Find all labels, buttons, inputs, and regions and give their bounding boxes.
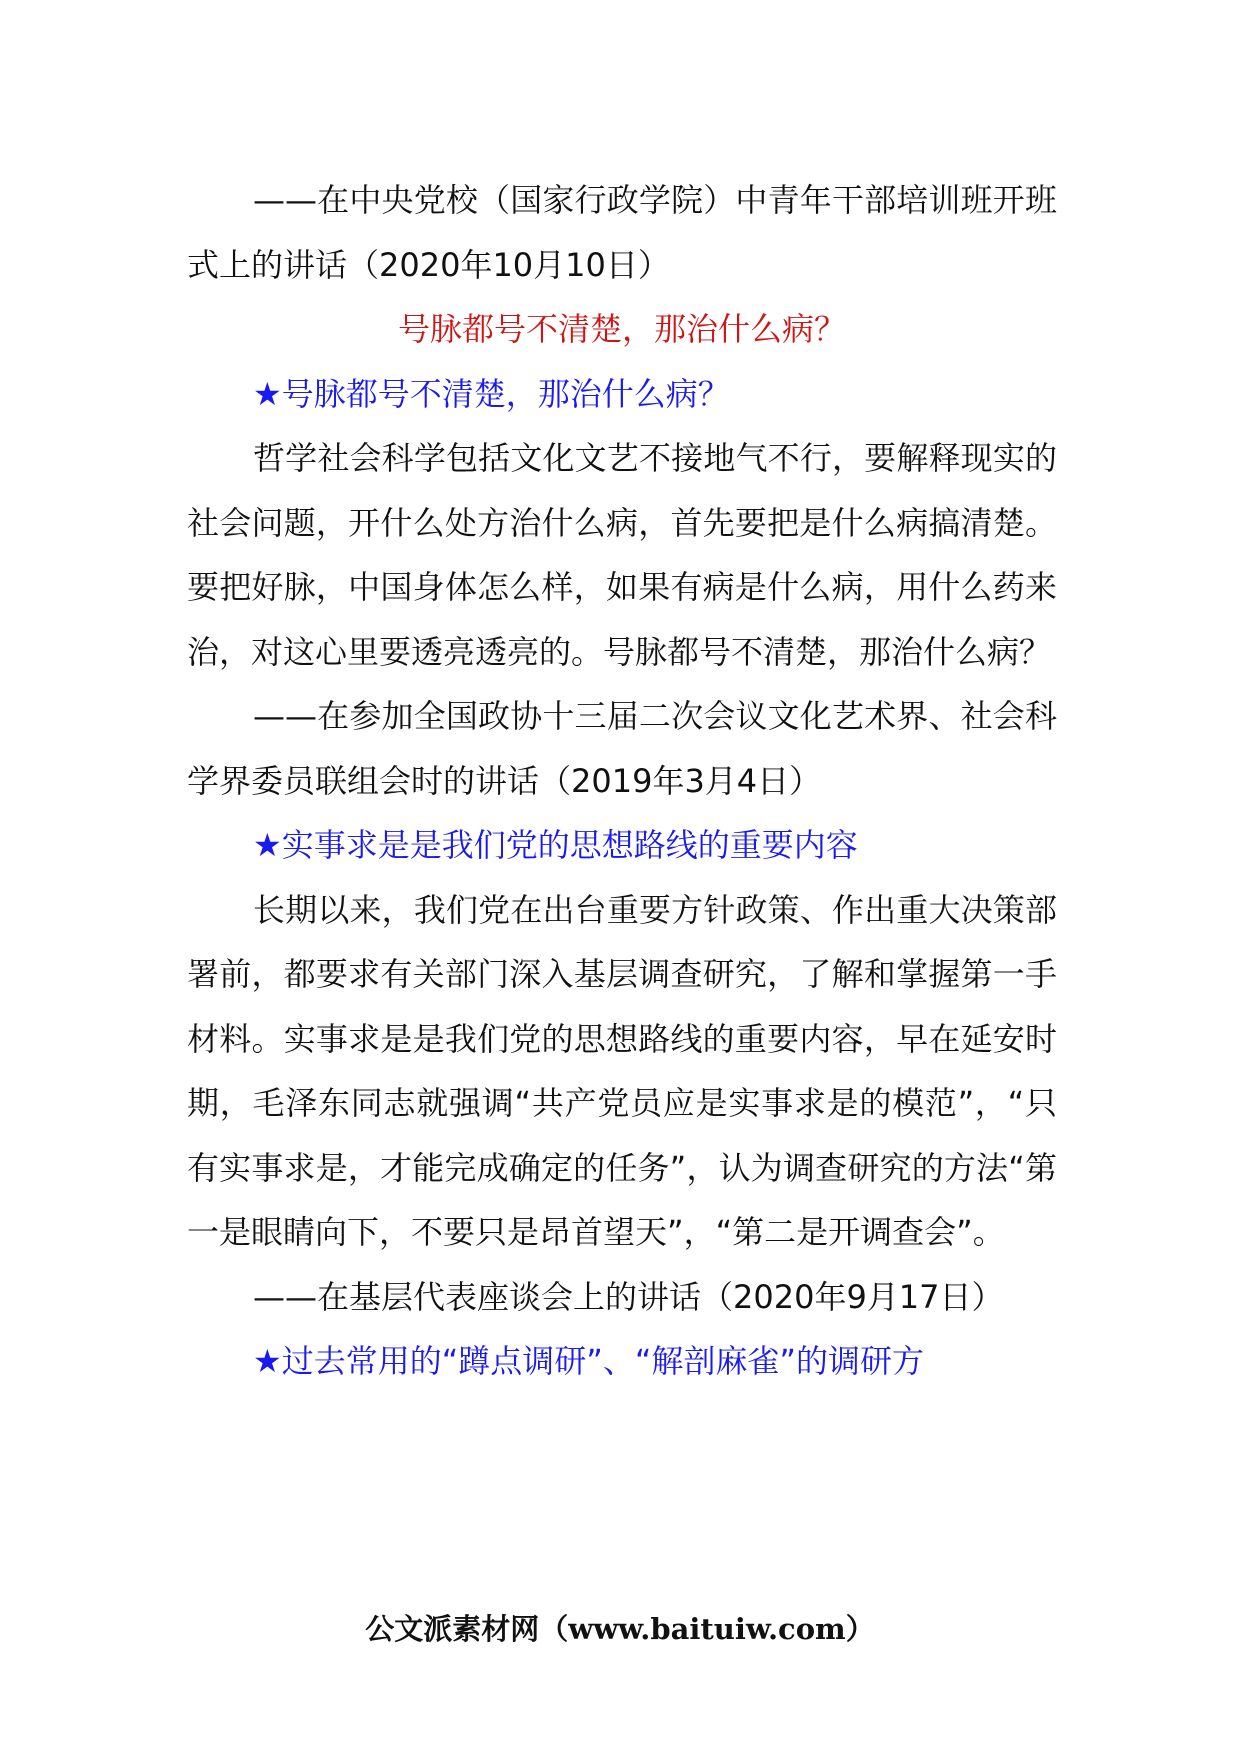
star-heading-3: ★过去常用的“蹲点调研”、“解剖麻雀”的调研方 <box>253 1342 925 1380</box>
speech-source-1: ——在中央党校（国家行政学院）中青年干部培训班开班式上的讲话（2020年10月10日） <box>187 181 1057 284</box>
star-heading-2: ★实事求是是我们党的思想路线的重要内容 <box>253 826 858 864</box>
star-heading-1: ★号脉都号不清楚，那治什么病？ <box>253 374 730 413</box>
section-title: 号脉都号不清楚，那治什么病？ <box>397 310 846 348</box>
body-paragraph-2: 长期以来，我们党在出台重要方针政策、作出重大决策部署前，都要求有关部门深入基层调查研究，了解和掌握第一手材料。实事求是是我们党的思想路线的重要内容，早在延安时期，毛泽东同志就强调“共产党员应是实事求是的模范”，“只有实事求是，才能完成确定的任务”，认为调查研究的方法“第一是眼睛向下，不要只是昂首望天”，“第二是开调查会”。 <box>187 890 1057 1251</box>
body-paragraph-1: 哲学社会科学包括文化文艺不接地气不行，要解释现实的社会问题，开什么处方治什么病，首先要把是什么病搞清楚。要把好脉，中国身体怎么样，如果有病是什么病，用什么药来治，对这心里要透亮透亮的。号脉都号不清楚，那治什么病？ <box>187 439 1057 671</box>
speech-source-2: ——在参加全国政协十三届二次会议文化艺术界、社会科学界委员联组会时的讲话（2019年3月4日） <box>187 697 1057 800</box>
footer-watermark: 公文派素材网（www.baituiw.com） <box>365 1612 875 1646</box>
speech-source-3: ——在基层代表座谈会上的讲话（2020年9月17日） <box>253 1277 1004 1316</box>
document-body <box>187 168 1057 1394</box>
